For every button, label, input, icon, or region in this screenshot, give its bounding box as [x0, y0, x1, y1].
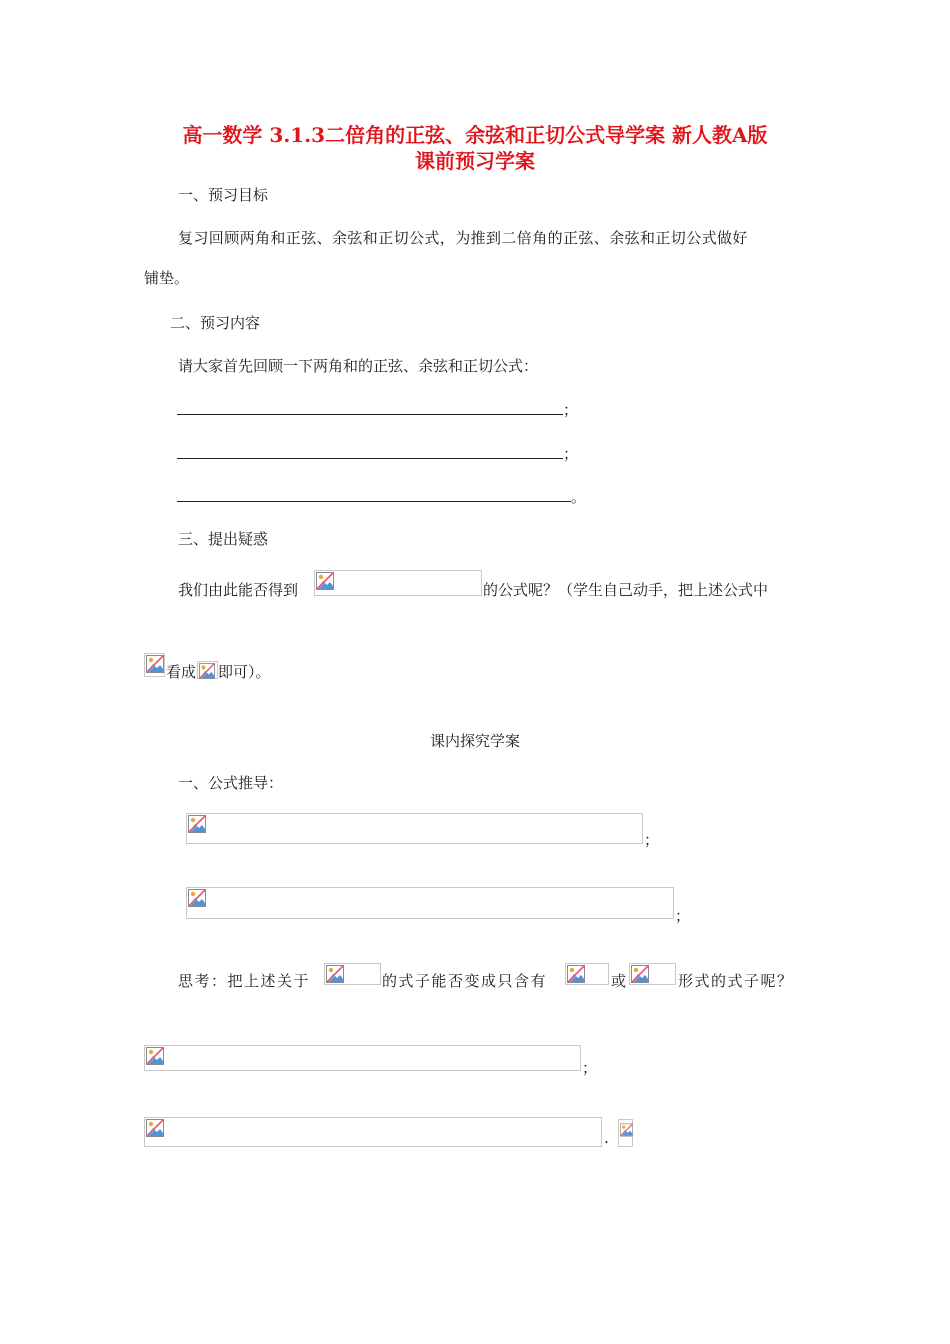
doubt-heading: 三、提出疑惑	[178, 530, 269, 548]
broken-image-icon	[188, 889, 206, 907]
formula-image-placeholder	[186, 887, 674, 919]
broken-image-icon	[567, 965, 585, 983]
inclass-heading: 课内探究学案	[429, 732, 520, 750]
goal-text-line2: 铺垫。	[144, 269, 190, 287]
formula-image-placeholder	[565, 963, 609, 985]
formula-image-placeholder	[197, 661, 218, 679]
document-title: 高一数学 3.1.3二倍角的正弦、余弦和正切公式导学案 新人教A版	[182, 123, 768, 147]
goal-heading: 一、预习目标	[178, 186, 269, 204]
goal-text-line1: 复习回顾两角和正弦、余弦和正切公式，为推到二倍角的正弦、余弦和正切公式做好	[178, 229, 748, 247]
think-text-c: 或	[611, 972, 627, 990]
content-heading: 二、预习内容	[170, 314, 261, 332]
derive-heading: 一、公式推导：	[178, 774, 284, 792]
think-text-d: 形式的式子呢？	[678, 972, 794, 990]
think-text-b: 的式子能否变成只含有	[382, 972, 548, 990]
fill-blank-end-3: 。	[571, 488, 587, 506]
formula-image-placeholder	[144, 1045, 581, 1071]
doubt-text-c: 看成	[166, 663, 197, 681]
formula-end-1: ；	[644, 831, 660, 849]
fill-blank-line-1[interactable]	[177, 414, 563, 415]
formula-end-3: ；	[582, 1059, 598, 1077]
formula-image-placeholder	[324, 963, 381, 985]
fill-blank-line-3[interactable]	[177, 501, 571, 502]
fill-blank-line-2[interactable]	[177, 458, 563, 459]
broken-image-icon	[188, 815, 206, 833]
broken-image-icon	[620, 1121, 633, 1139]
formula-image-placeholder	[314, 570, 482, 596]
formula-image-placeholder	[144, 1117, 602, 1147]
formula-image-placeholder	[629, 963, 676, 985]
document-subtitle: 课前预习学案	[415, 149, 535, 173]
fill-blank-end-2: ；	[563, 445, 579, 463]
content-text: 请大家首先回顾一下两角和的正弦、余弦和正切公式：	[178, 357, 539, 375]
formula-image-placeholder	[144, 653, 165, 677]
broken-image-icon	[146, 1047, 164, 1065]
broken-image-icon	[326, 965, 344, 983]
broken-image-icon	[146, 655, 164, 673]
doubt-text-d: 即可）。	[218, 663, 271, 681]
broken-image-icon	[631, 965, 649, 983]
broken-image-icon	[199, 663, 215, 679]
think-text-a: 思考：把上述关于	[178, 972, 311, 990]
fill-blank-end-1: ；	[563, 401, 579, 419]
formula-end-2: ；	[675, 907, 691, 925]
formula-end-4: .	[604, 1129, 609, 1147]
formula-image-placeholder	[618, 1119, 633, 1147]
broken-image-icon	[316, 572, 334, 590]
doubt-text-b: 的公式呢？（学生自己动手，把上述公式中	[483, 581, 769, 599]
doubt-text-a: 我们由此能否得到	[178, 581, 299, 599]
broken-image-icon	[146, 1119, 164, 1137]
formula-image-placeholder	[186, 813, 643, 844]
